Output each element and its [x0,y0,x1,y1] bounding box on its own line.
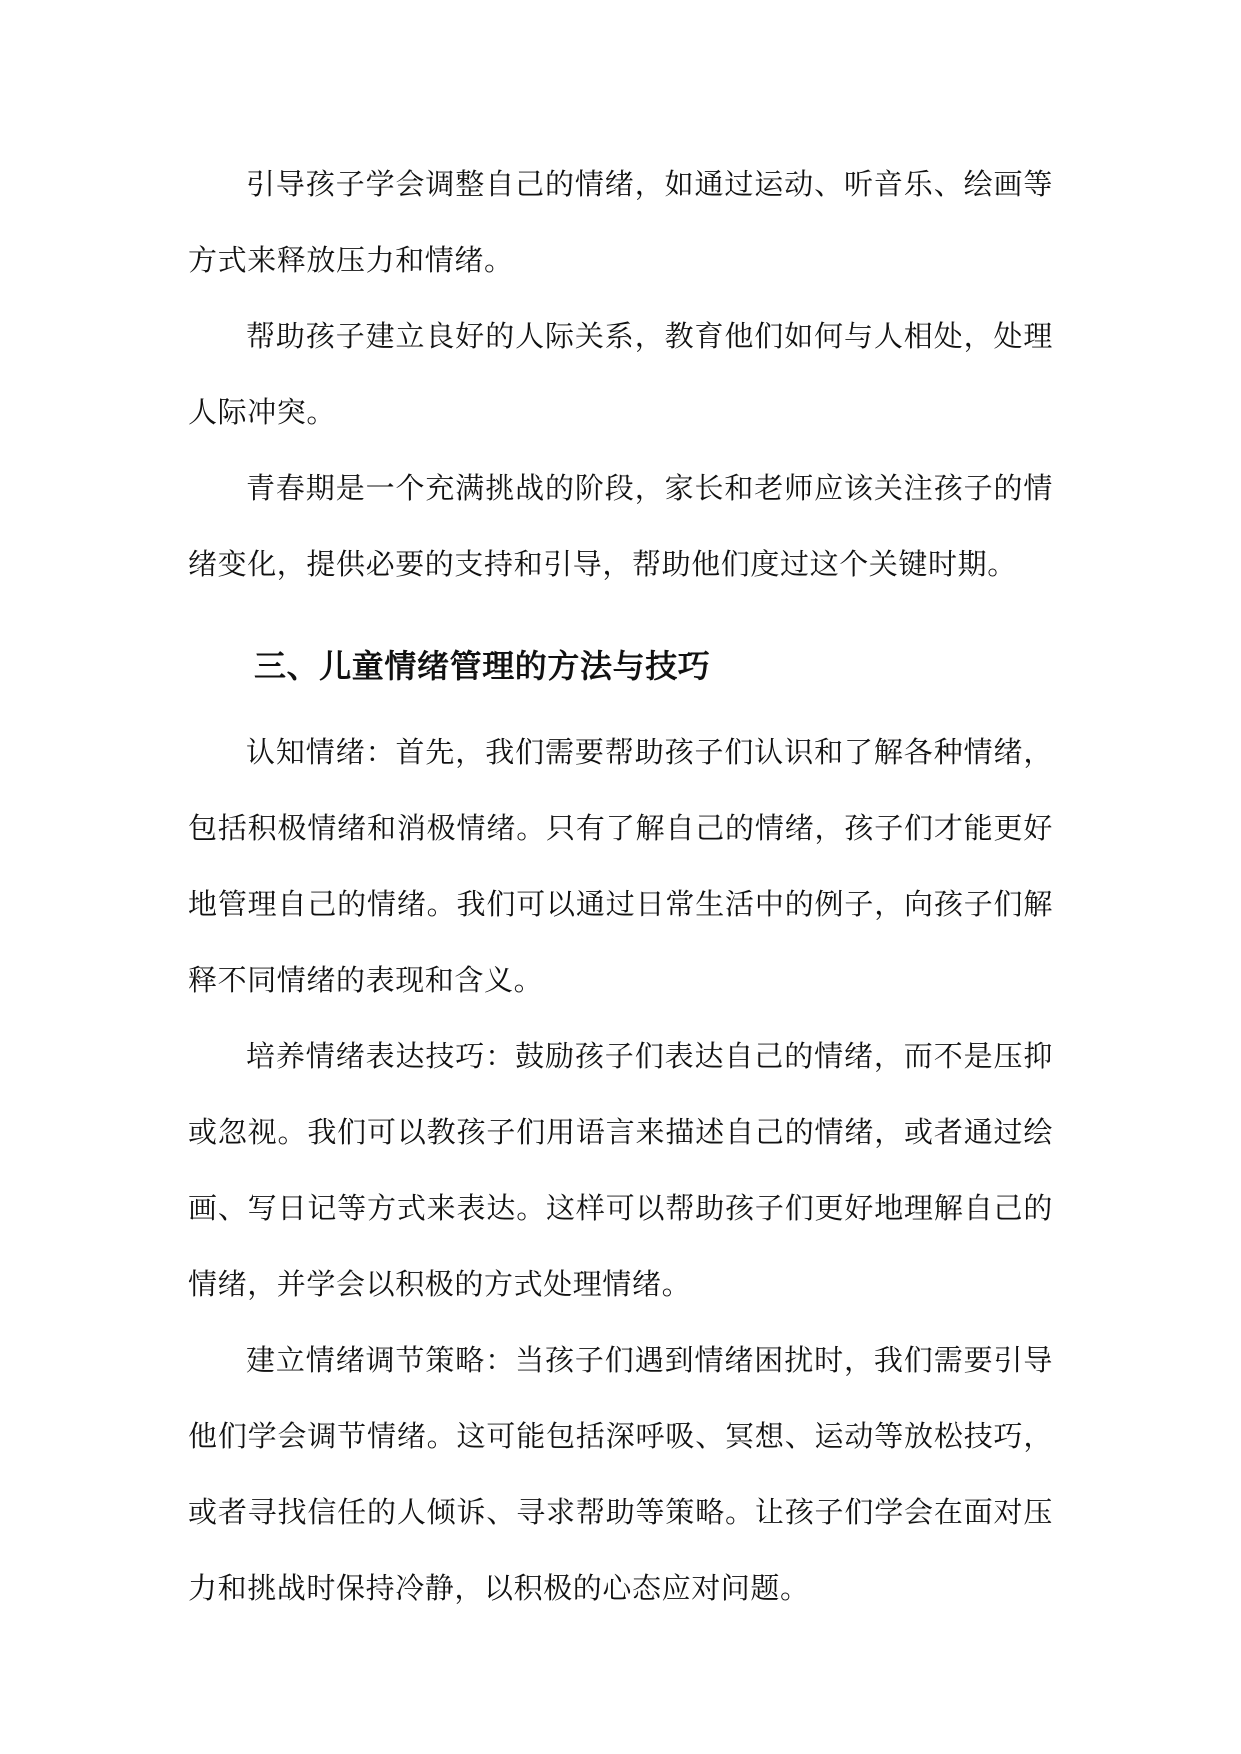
paragraph-emotion-adjustment: 引导孩子学会调整自己的情绪，如通过运动、听音乐、绘画等方式来释放压力和情绪。 [188,167,1053,277]
paragraph-interpersonal-relations: 帮助孩子建立良好的人际关系，教育他们如何与人相处，处理人际冲突。 [188,319,1053,429]
paragraph-expression-skills: 培养情绪表达技巧：鼓励孩子们表达自己的情绪，而不是压抑或忽视。我们可以教孩子们用语言来描述自己的情绪，或者通过绘画、写日记等方式来表达。这样可以帮助孩子们更好地理解自己的情绪，并学会以积极的方式处理情绪。 [188,1039,1053,1301]
document-body [188,146,1053,1626]
section-heading: 三、儿童情绪管理的方法与技巧 [254,647,711,685]
paragraph-regulation-strategies: 建立情绪调节策略：当孩子们遇到情绪困扰时，我们需要引导他们学会调节情绪。这可能包括深呼吸、冥想、运动等放松技巧，或者寻找信任的人倾诉、寻求帮助等策略。让孩子们学会在面对压力和挑战时保持冷静，以积极的心态应对问题。 [188,1343,1053,1605]
paragraph-adolescence: 青春期是一个充满挑战的阶段，家长和老师应该关注孩子的情绪变化，提供必要的支持和引导，帮助他们度过这个关键时期。 [188,471,1053,581]
paragraph-recognize-emotions: 认知情绪：首先，我们需要帮助孩子们认识和了解各种情绪，包括积极情绪和消极情绪。只有了解自己的情绪，孩子们才能更好地管理自己的情绪。我们可以通过日常生活中的例子，向孩子们解释不同情绪的表现和含义。 [188,735,1053,997]
